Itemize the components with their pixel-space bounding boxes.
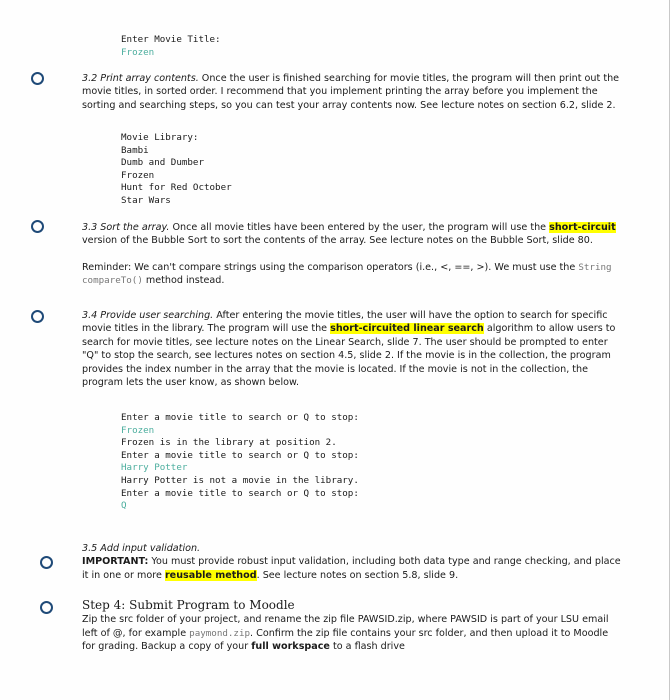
console-input: Frozen xyxy=(121,46,155,58)
checklist-circle-icon[interactable] xyxy=(40,556,53,569)
console-output: Harry Potter is not a movie in the library. xyxy=(121,474,359,486)
section-3-3 xyxy=(82,221,622,288)
section-text: version of the Bubble Sort to sort the contents of the array. See lecture notes on the Bubble Sort, slide 80. xyxy=(82,235,593,247)
highlighted-term: short-circuit xyxy=(549,222,616,233)
library-title: Star Wars xyxy=(121,194,171,206)
checklist-circle-icon[interactable] xyxy=(31,310,44,323)
section-text: Once all movie titles have been entered by the user, the program will use the xyxy=(169,222,550,233)
library-title: Hunt for Red October xyxy=(121,182,232,194)
section-text: . Confirm the zip file contains your src folder, and then upload it to Moodle for grading. Backup a copy of your xyxy=(82,627,609,653)
bold-term: full workspace xyxy=(251,641,330,653)
section-label: 3.2 Print array contents. xyxy=(82,73,199,84)
important-label: IMPORTANT: xyxy=(82,556,149,568)
reminder-text: Reminder: We can't compare strings using the comparison operators (i.e., <, ==, >). We must use the xyxy=(82,261,579,273)
section-label: 3.5 Add input validation. xyxy=(82,543,201,554)
section-text: Zip the src folder of your project, and rename the zip file PAWSID.zip, where PAWSID is part of your LSU email left of @, for example xyxy=(82,614,609,639)
section-3-4 xyxy=(82,309,622,389)
console-output: Frozen is in the library at position 2. xyxy=(121,437,337,449)
inline-code: compareTo() xyxy=(82,275,143,287)
step-4 xyxy=(82,599,622,654)
section-3-2 xyxy=(82,72,622,112)
checklist-circle-icon[interactable] xyxy=(40,601,53,614)
movie-library-example xyxy=(121,132,232,208)
console-input: Harry Potter xyxy=(121,462,188,474)
top-console-example xyxy=(121,34,221,59)
console-input: Frozen xyxy=(121,424,155,436)
library-heading: Movie Library: xyxy=(121,132,199,143)
checklist-circle-icon[interactable] xyxy=(31,72,44,85)
section-label: 3.4 Provide user searching. xyxy=(82,310,214,321)
section-text: You must provide robust input validation, including both data type and range checking, and place it in one or more xyxy=(82,556,621,581)
console-prompt: Enter a movie title to search or Q to stop: xyxy=(121,449,359,461)
inline-code: paymond.zip xyxy=(189,627,251,639)
section-3-5 xyxy=(82,542,622,582)
search-console-example xyxy=(121,412,359,513)
console-prompt: Enter Movie Title: xyxy=(121,34,221,45)
section-text: After entering the movie titles, the user will have the option to search for specific movie titles in the library. The program will use the xyxy=(82,310,608,335)
library-title: Frozen xyxy=(121,169,155,181)
highlighted-term: reusable method xyxy=(164,569,257,581)
library-title: Dumb and Dumber xyxy=(121,157,204,169)
section-text: . See lecture notes on section 5.8, slide 9. xyxy=(256,569,459,581)
section-text: Once the user is finished searching for movie titles, the program will then print out the movie titles, in sorted order. I recommend that you implement printing the array before you implement the sorting and searching steps, so you can test your array contents now. See lecture notes on section 6.2, slide 2. xyxy=(82,73,620,111)
section-label: 3.3 Sort the array. xyxy=(82,222,170,233)
console-prompt: Enter a movie title to search or Q to stop: xyxy=(121,487,359,499)
console-input: Q xyxy=(121,500,127,512)
section-text: algorithm to allow users to search for movie titles, see lecture notes on the Linear Search, slide 7. The user should be prompted to enter "Q" to stop the search, see lectures notes on section 4.5, slide 2. If the movie is in the collection, the program provides the index number in the array that the movie is located. If the movie is not in the collection, the program lets the user know, as shown below. xyxy=(82,323,616,389)
highlighted-term: short-circuited linear search xyxy=(330,323,484,335)
step-heading: Step 4: Submit Program to Moodle xyxy=(82,598,295,612)
console-prompt: Enter a movie title to search or Q to stop: xyxy=(121,412,359,423)
library-title: Bambi xyxy=(121,144,149,156)
checklist-circle-icon[interactable] xyxy=(31,220,44,233)
reminder-text: method instead. xyxy=(142,275,225,287)
section-text: to a flash drive xyxy=(329,641,405,653)
inline-code: String xyxy=(578,261,612,273)
